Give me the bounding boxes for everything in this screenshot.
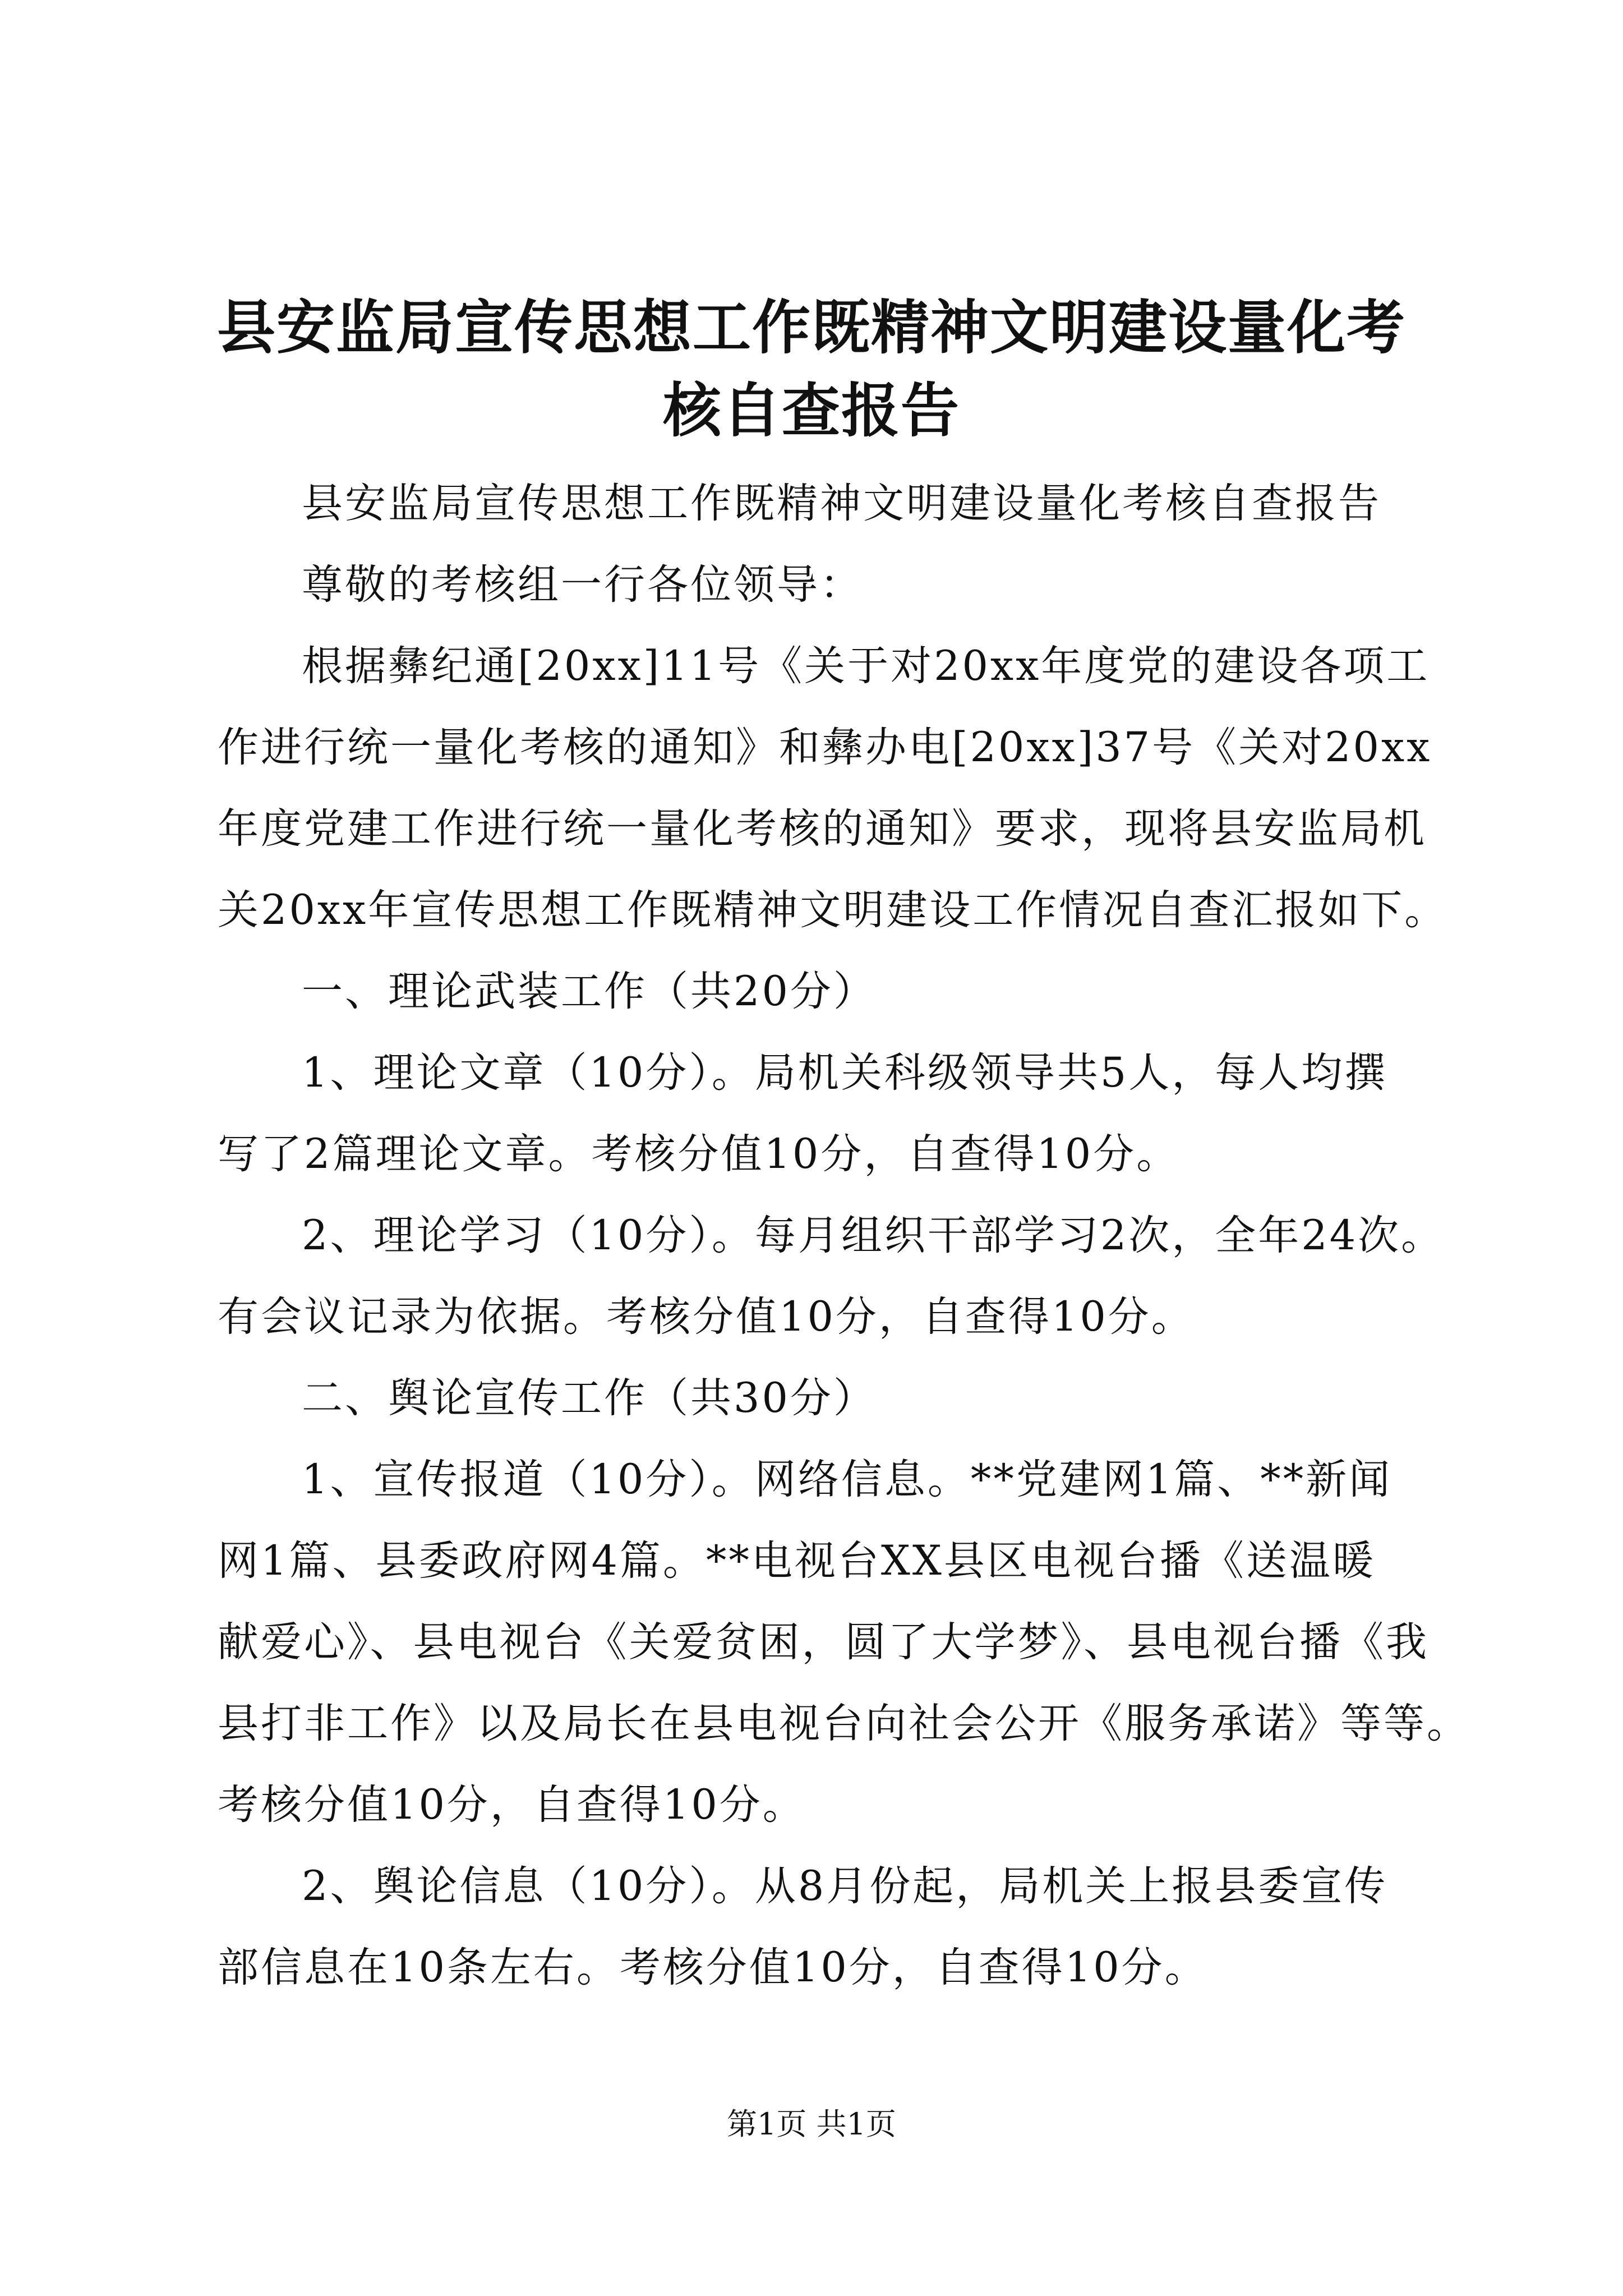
document-title-line-2: 核自查报告 xyxy=(662,376,960,445)
body-line: 网1篇、县委政府网4篇。**电视台XX县区电视台播《送温暖 xyxy=(218,1537,1376,1585)
section-heading: 二、舆论宣传工作（共30分） xyxy=(302,1374,877,1422)
body-line: 部信息在10条左右。考核分值10分，自查得10分。 xyxy=(218,1944,1208,1991)
body-line: 县安监局宣传思想工作既精神文明建设量化考核自查报告 xyxy=(302,480,1381,527)
document-title-line-1: 县安监局宣传思想工作既精神文明建设量化考 xyxy=(216,293,1406,362)
body-line: 有会议记录为依据。考核分值10分，自查得10分。 xyxy=(218,1293,1195,1341)
body-line: 献爱心》、县电视台《关爱贫困，圆了大学梦》、县电视台播《我 xyxy=(218,1618,1429,1666)
page-footer: 第1页 共1页 xyxy=(727,2106,896,2142)
body-line: 考核分值10分，自查得10分。 xyxy=(218,1781,806,1829)
body-line: 根据彝纪通[20xx]11号《关于对20xx年度党的建设各项工 xyxy=(302,642,1430,690)
body-line: 年度党建工作进行统一量化考核的通知》要求，现将县安监局机 xyxy=(218,805,1427,853)
body-line: 尊敬的考核组一行各位领导： xyxy=(302,561,863,609)
body-line: 1、宣传报道（10分）。网络信息。**党建网1篇、**新闻 xyxy=(302,1456,1393,1503)
body-line: 2、舆论信息（10分）。从8月份起，局机关上报县委宣传 xyxy=(302,1862,1388,1910)
body-line: 2、理论学习（10分）。每月组织干部学习2次，全年24次。 xyxy=(302,1212,1445,1259)
body-line: 县打非工作》以及局长在县电视台向社会公开《服务承诺》等等。 xyxy=(218,1700,1470,1747)
body-line: 关20xx年宣传思想工作既精神文明建设工作情况自查汇报如下。 xyxy=(218,886,1448,934)
body-line: 1、理论文章（10分）。局机关科级领导共5人，每人均撰 xyxy=(302,1049,1388,1097)
body-line: 写了2篇理论文章。考核分值10分，自查得10分。 xyxy=(218,1130,1180,1178)
body-line: 作进行统一量化考核的通知》和彝办电[20xx]37号《关对20xx xyxy=(218,724,1432,771)
section-heading: 一、理论武装工作（共20分） xyxy=(302,968,877,1015)
